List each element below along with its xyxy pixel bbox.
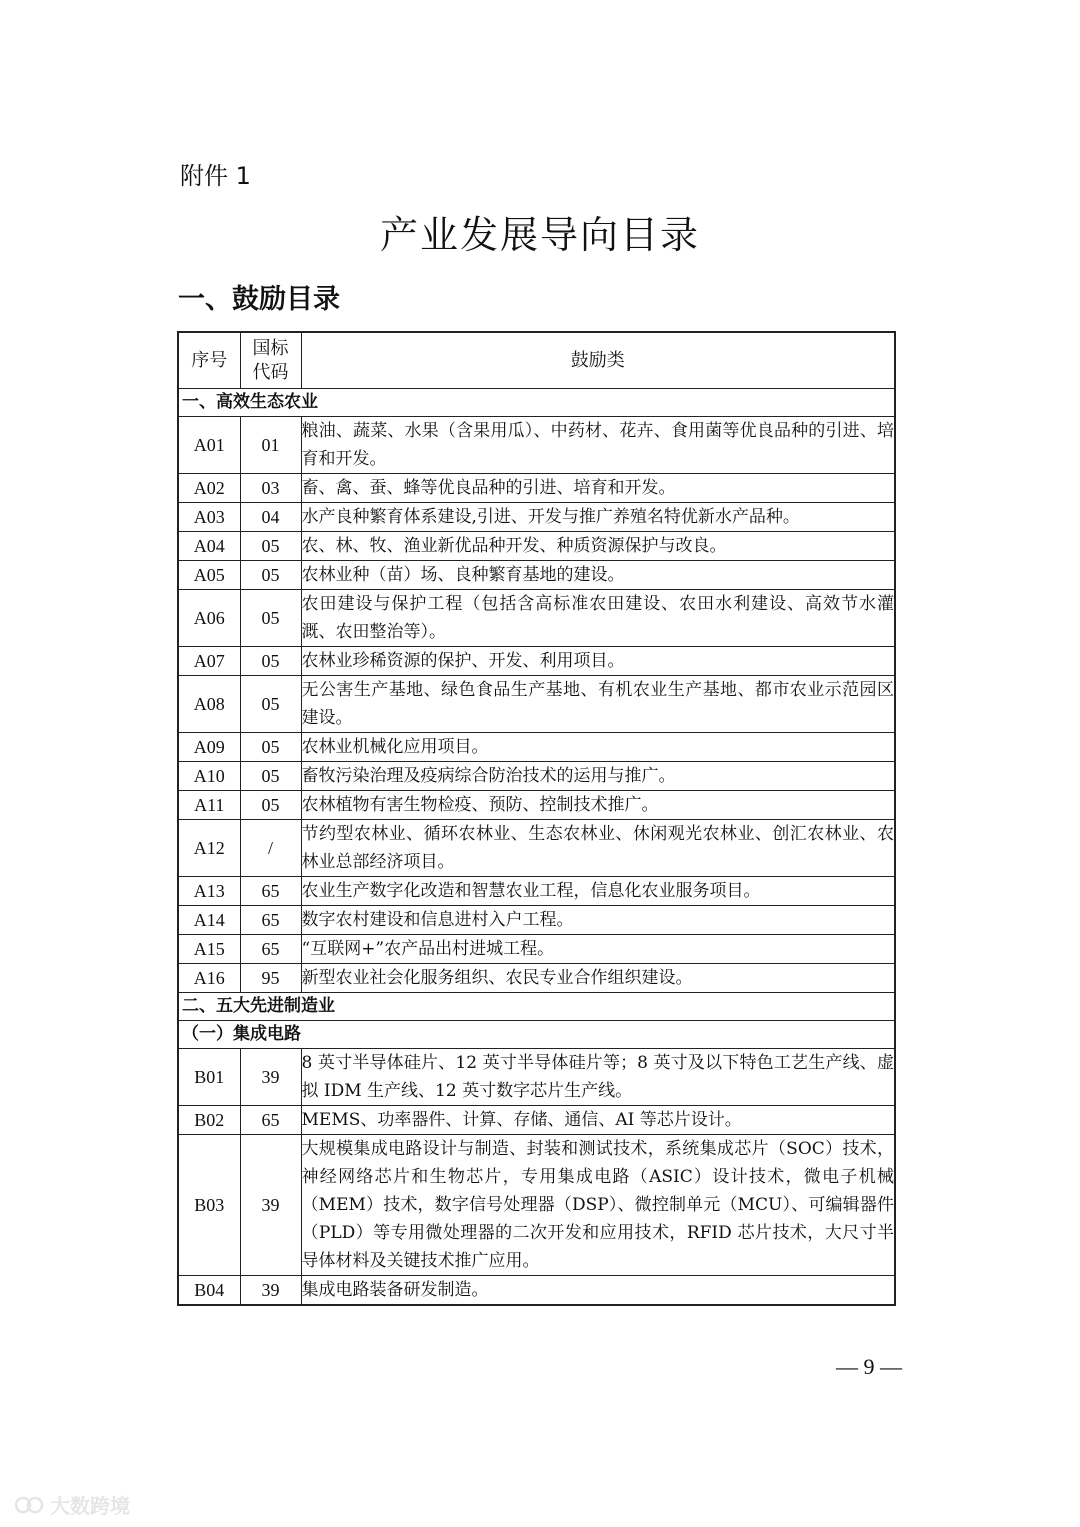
watermark-logo-icon: [14, 1495, 44, 1515]
description-cell: 节约型农林业、循环农林业、生态农林业、休闲观光农林业、创汇农林业、农林业总部经济项目。: [301, 820, 895, 877]
item-code-cell: A06: [178, 590, 240, 647]
table-row: [178, 417, 895, 474]
table-row: [178, 791, 895, 820]
description-cell: 大规模集成电路设计与制造、封装和测试技术，系统集成芯片（SOC）技术，神经网络芯片和生物芯片，专用集成电路（ASIC）设计技术，微电子机械（MEM）技术，数字信号处理器（DSP）、微控制单元（MCU）、可编辑器件（PLD）等专用微处理器的二次开发和应用技术，RFID 芯片技术，大尺寸半导体材料及关键技术推广应用。: [301, 1135, 895, 1276]
std-code-cell: 05: [240, 532, 301, 561]
table-row: [178, 647, 895, 676]
table-row: [178, 733, 895, 762]
header-std-code-line2: 代码: [252, 361, 289, 383]
table-row: [178, 1276, 895, 1306]
std-code-cell: 05: [240, 647, 301, 676]
table-row: [178, 877, 895, 906]
attachment-label: 附件 1: [180, 162, 251, 190]
item-code-cell: A16: [178, 964, 240, 993]
table-row: [178, 906, 895, 935]
description-cell: 集成电路装备研发制造。: [301, 1276, 895, 1306]
item-code-cell: B01: [178, 1049, 240, 1106]
description-cell: 畜牧污染治理及疫病综合防治技术的运用与推广。: [301, 762, 895, 791]
std-code-cell: 39: [240, 1276, 301, 1306]
table-header-row: [178, 332, 895, 389]
std-code-cell: 39: [240, 1049, 301, 1106]
table-row: [178, 762, 895, 791]
description-cell: 数字农村建设和信息进村入户工程。: [301, 906, 895, 935]
item-code-cell: A14: [178, 906, 240, 935]
description-cell: 粮油、蔬菜、水果（含果用瓜）、中药材、花卉、食用菌等优良品种的引进、培育和开发。: [301, 417, 895, 474]
table-row: [178, 1049, 895, 1106]
std-code-cell: /: [240, 820, 301, 877]
std-code-cell: 04: [240, 503, 301, 532]
header-std-code: [240, 332, 301, 389]
std-code-cell: 05: [240, 676, 301, 733]
description-cell: MEMS、功率器件、计算、存储、通信、AI 等芯片设计。: [301, 1106, 895, 1135]
item-code-cell: A15: [178, 935, 240, 964]
description-cell: 新型农业社会化服务组织、农民专业合作组织建设。: [301, 964, 895, 993]
item-code-cell: A11: [178, 791, 240, 820]
std-code-cell: 65: [240, 1106, 301, 1135]
std-code-cell: 03: [240, 474, 301, 503]
item-code-cell: A13: [178, 877, 240, 906]
document-title: 产业发展导向目录: [379, 213, 700, 257]
category-label: 二、五大先进制造业: [178, 993, 895, 1021]
table-row: [178, 532, 895, 561]
header-std-code-line1: 国标: [252, 337, 289, 359]
description-cell: 农林植物有害生物检疫、预防、控制技术推广。: [301, 791, 895, 820]
std-code-cell: 39: [240, 1135, 301, 1276]
description-cell: 8 英寸半导体硅片、12 英寸半导体硅片等；8 英寸及以下特色工艺生产线、虚拟 IDM 生产线、12 英寸数字芯片生产线。: [301, 1049, 895, 1106]
table-body: [178, 389, 895, 1306]
std-code-cell: 05: [240, 791, 301, 820]
item-code-cell: A04: [178, 532, 240, 561]
watermark: [14, 1490, 130, 1519]
table-row: [178, 474, 895, 503]
table-row: [178, 1106, 895, 1135]
item-code-cell: B02: [178, 1106, 240, 1135]
table-row: [178, 935, 895, 964]
table-row: [178, 590, 895, 647]
category-label: 一、高效生态农业: [178, 389, 895, 417]
item-code-cell: A12: [178, 820, 240, 877]
watermark-text: 大数跨境: [50, 1494, 130, 1518]
description-cell: 农、林、牧、渔业新优品种开发、种质资源保护与改良。: [301, 532, 895, 561]
table-row: [178, 964, 895, 993]
table-row: [178, 820, 895, 877]
header-category: 鼓励类: [301, 332, 895, 389]
std-code-cell: 05: [240, 733, 301, 762]
item-code-cell: A05: [178, 561, 240, 590]
description-cell: 农田建设与保护工程（包括含高标准农田建设、农田水利建设、高效节水灌溉、农田整治等）。: [301, 590, 895, 647]
item-code-cell: B03: [178, 1135, 240, 1276]
std-code-cell: 65: [240, 935, 301, 964]
description-cell: 农林业机械化应用项目。: [301, 733, 895, 762]
page-number: — 9 —: [836, 1354, 902, 1379]
item-code-cell: A09: [178, 733, 240, 762]
table-row: [178, 1135, 895, 1276]
description-cell: 畜、禽、蚕、蜂等优良品种的引进、培育和开发。: [301, 474, 895, 503]
subcategory-row: [178, 1021, 895, 1049]
header-seq: 序号: [178, 332, 240, 389]
subcategory-label: （一）集成电路: [178, 1021, 895, 1049]
description-cell: 农林业珍稀资源的保护、开发、利用项目。: [301, 647, 895, 676]
description-cell: “互联网+”农产品出村进城工程。: [301, 935, 895, 964]
catalog-table: [177, 331, 896, 1306]
item-code-cell: A08: [178, 676, 240, 733]
std-code-cell: 05: [240, 762, 301, 791]
category-row: [178, 389, 895, 417]
std-code-cell: 65: [240, 877, 301, 906]
description-cell: 无公害生产基地、绿色食品生产基地、有机农业生产基地、都市农业示范园区建设。: [301, 676, 895, 733]
std-code-cell: 05: [240, 561, 301, 590]
description-cell: 农业生产数字化改造和智慧农业工程，信息化农业服务项目。: [301, 877, 895, 906]
table-row: [178, 503, 895, 532]
table-row: [178, 561, 895, 590]
std-code-cell: 65: [240, 906, 301, 935]
description-cell: 水产良种繁育体系建设,引进、开发与推广养殖名特优新水产品种。: [301, 503, 895, 532]
description-cell: 农林业种（苗）场、良种繁育基地的建设。: [301, 561, 895, 590]
item-code-cell: A10: [178, 762, 240, 791]
item-code-cell: A02: [178, 474, 240, 503]
std-code-cell: 95: [240, 964, 301, 993]
item-code-cell: A03: [178, 503, 240, 532]
item-code-cell: A01: [178, 417, 240, 474]
item-code-cell: A07: [178, 647, 240, 676]
section-heading: 一、鼓励目录: [178, 284, 340, 315]
item-code-cell: B04: [178, 1276, 240, 1306]
std-code-cell: 01: [240, 417, 301, 474]
category-row: [178, 993, 895, 1021]
table-row: [178, 676, 895, 733]
std-code-cell: 05: [240, 590, 301, 647]
